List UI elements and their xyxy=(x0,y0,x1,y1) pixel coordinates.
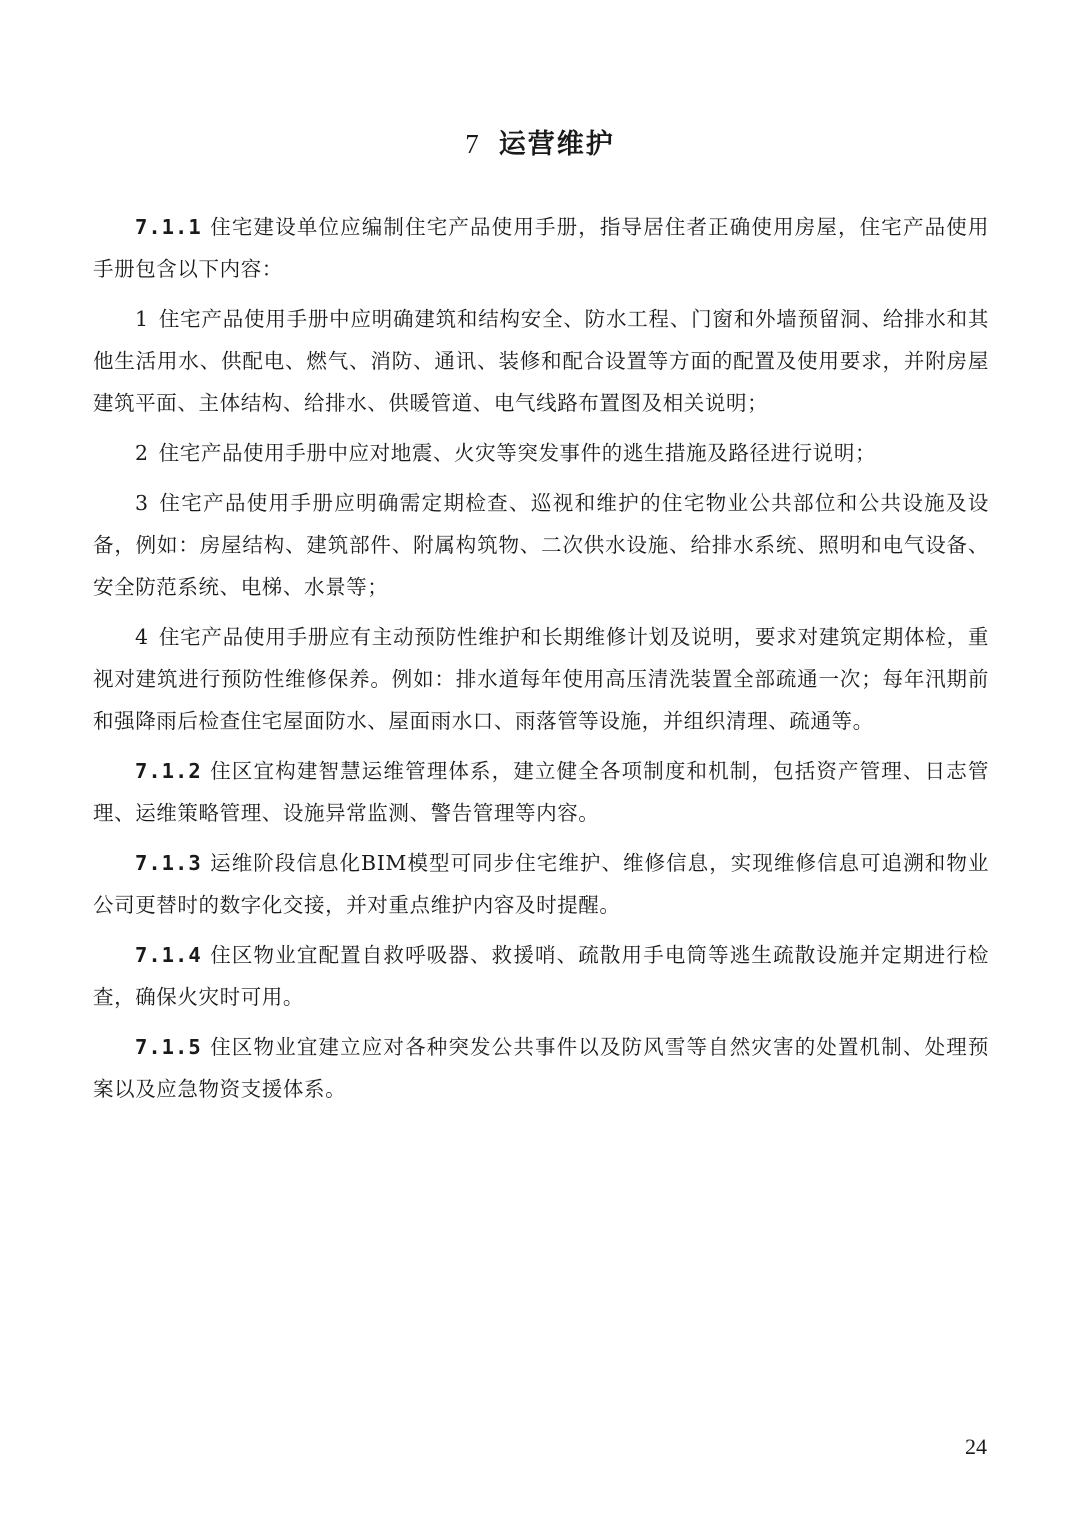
clause-number: 7.1.2 xyxy=(135,759,202,783)
clause-text: 运维阶段信息化BIM模型可同步住宅维护、维修信息，实现维修信息可追溯和物业公司更替时的数字化交接，并对重点维护内容及时提醒。 xyxy=(93,851,989,917)
item-number: 2 xyxy=(135,441,149,465)
chapter-title: 运营维护 xyxy=(498,129,615,160)
page-number: 24 xyxy=(965,1434,987,1459)
item-text: 住宅产品使用手册中应明确建筑和结构安全、防水工程、门窗和外墙预留洞、给排水和其他生活用水、供配电、燃气、消防、通讯、装修和配合设置等方面的配置及使用要求，并附房屋建筑平面、主体结构、给排水、供暖管道、电气线路布置图及相关说明； xyxy=(93,307,989,415)
clause-text: 住区物业宜配置自救呼吸器、救援哨、疏散用手电筒等逃生疏散设施并定期进行检查，确保火灾时可用。 xyxy=(93,943,989,1009)
clause-text: 住区物业宜建立应对各种突发公共事件以及防风雪等自然灾害的处置机制、处理预案以及应急物资支援体系。 xyxy=(93,1035,989,1101)
chapter-number: 7 xyxy=(465,129,481,159)
clause-7-1-2 xyxy=(93,750,989,834)
document-body xyxy=(93,206,989,1118)
item-text: 住宅产品使用手册中应对地震、火灾等突发事件的逃生措施及路径进行说明； xyxy=(158,441,877,465)
chapter-heading xyxy=(0,122,1080,161)
list-item xyxy=(93,432,989,474)
clause-7-1-4 xyxy=(93,934,989,1018)
item-number: 3 xyxy=(135,491,149,515)
clause-7-1-1 xyxy=(93,206,989,290)
item-number: 4 xyxy=(135,625,149,649)
list-item xyxy=(93,482,989,608)
list-item xyxy=(93,298,989,424)
item-text: 住宅产品使用手册应明确需定期检查、巡视和维护的住宅物业公共部位和公共设施及设备，例如：房屋结构、建筑部件、附属构筑物、二次供水设施、给排水系统、照明和电气设备、安全防范系统、电梯、水景等； xyxy=(93,491,989,599)
clause-number: 7.1.4 xyxy=(135,943,202,967)
clause-7-1-3 xyxy=(93,842,989,926)
clause-7-1-5 xyxy=(93,1026,989,1110)
list-item xyxy=(93,616,989,742)
item-text: 住宅产品使用手册应有主动预防性维护和长期维修计划及说明，要求对建筑定期体检，重视对建筑进行预防性维修保养。例如：排水道每年使用高压清洗装置全部疏通一次；每年汛期前和强降雨后检查住宅屋面防水、屋面雨水口、雨落管等设施，并组织清理、疏通等。 xyxy=(93,625,989,733)
clause-number: 7.1.3 xyxy=(135,851,202,875)
clause-number: 7.1.5 xyxy=(135,1035,202,1059)
clause-text: 住区宜构建智慧运维管理体系，建立健全各项制度和机制，包括资产管理、日志管理、运维策略管理、设施异常监测、警告管理等内容。 xyxy=(93,759,989,825)
item-number: 1 xyxy=(135,307,149,331)
clause-text: 住宅建设单位应编制住宅产品使用手册，指导居住者正确使用房屋，住宅产品使用手册包含以下内容： xyxy=(93,215,989,281)
clause-number: 7.1.1 xyxy=(135,215,202,239)
